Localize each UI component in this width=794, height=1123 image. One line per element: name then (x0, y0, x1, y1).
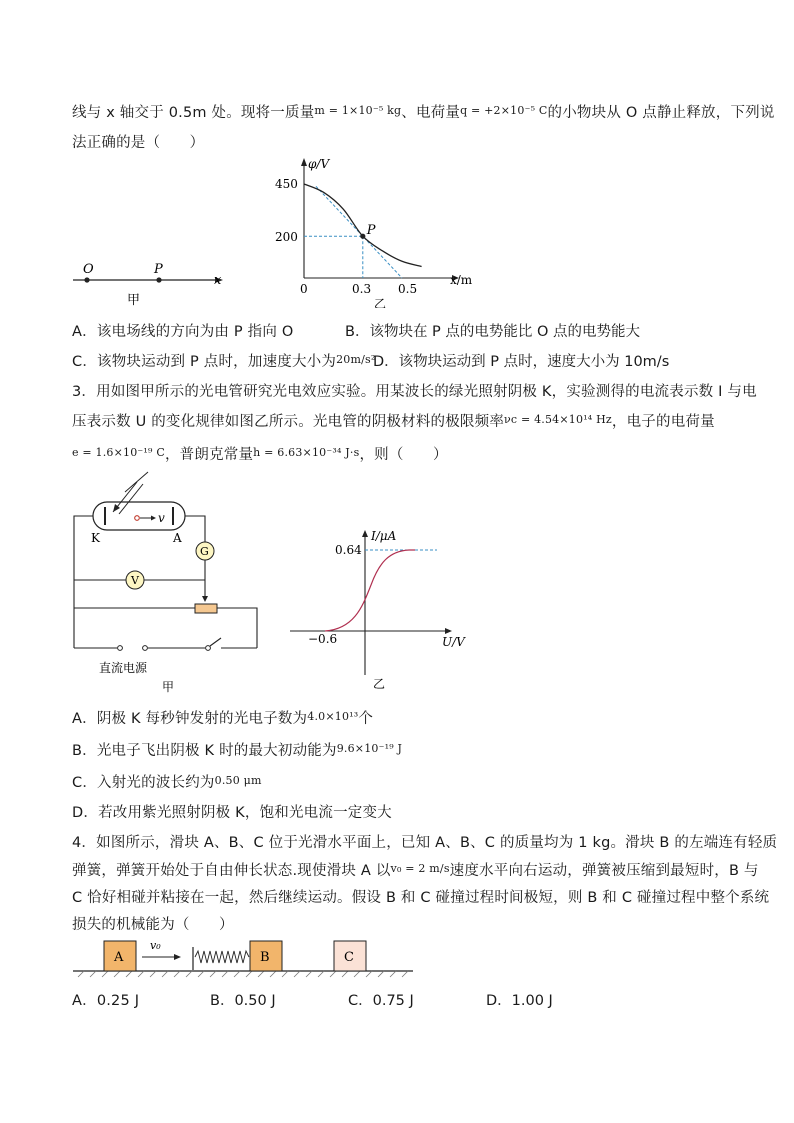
q3-stem-line3 (72, 443, 448, 464)
q2-text: 线与 x 轴交于 0.5m 处。现将一质量 (72, 105, 315, 121)
electron (135, 516, 140, 521)
y-axis-label: φ/V (308, 157, 330, 171)
label-o: O (83, 262, 94, 277)
q2-option-c-value: 20m/s² (336, 353, 376, 366)
q4-option-a[interactable]: A．0.25 J (72, 993, 140, 1009)
figure-caption-jia: 甲 (127, 293, 141, 308)
y-tick-450: 450 (275, 177, 298, 191)
q4-text: 速度水平向右运动，弹簧被压缩到最短时，B 与 (449, 863, 759, 879)
x-tick-0.3: 0.3 (352, 282, 372, 296)
switch-icon (206, 646, 211, 651)
rheostat (195, 604, 217, 613)
q4-option-d[interactable]: D．1.00 J (486, 993, 553, 1009)
u-axis-label: U/V (442, 635, 465, 649)
q2-figure-jia (65, 258, 245, 308)
phi-x-chart (270, 148, 510, 308)
q3-e: e = 1.6×10⁻¹⁹ C (72, 446, 165, 459)
q4-blocks-diagram (70, 936, 420, 984)
i-axis-label: I/μA (371, 529, 397, 543)
q3-option-c[interactable] (72, 771, 262, 792)
iu-curve (325, 550, 415, 631)
q2-option-a[interactable]: A．该电场线的方向为由 P 指向 O (72, 324, 294, 340)
q3-option-a-unit: 个 (358, 711, 374, 727)
q3-option-b-text: B．光电子飞出阴极 K 时的最大初动能为 (72, 743, 337, 759)
q3-option-d[interactable]: D．若改用紫光照射阴极 K，饱和光电流一定变大 (72, 805, 392, 821)
q3-option-b[interactable] (72, 739, 402, 760)
x-tick-0: 0 (300, 282, 308, 296)
ground-hatching (78, 971, 408, 977)
q4-v0: v₀ = 2 m/s (390, 862, 450, 875)
q3-text: ，则（ ） (359, 447, 448, 463)
voltmeter-label: V (131, 574, 139, 587)
light-beam-icon (113, 472, 148, 514)
label-p: P (154, 262, 163, 277)
point-p (156, 277, 161, 282)
v0-label: v₀ (150, 939, 161, 952)
q2-stem-line2: 法正确的是（ ） (72, 135, 205, 151)
q4-stem-line4: 损失的机械能为（ ） (72, 917, 234, 933)
figure-caption-yi: 乙 (373, 677, 386, 691)
x-axis-label: x/m (450, 273, 473, 287)
stopping-voltage-label: −0.6 (308, 632, 338, 646)
q3-option-a-value: 4.0×10¹³ (307, 710, 359, 723)
q2-text: 的小物块从 O 点静止释放，下列说 (547, 105, 775, 121)
velocity-label: v (158, 511, 165, 525)
point-o (84, 277, 89, 282)
x-tick-0.5: 0.5 (398, 282, 418, 296)
q3-option-a-text: A．阴极 K 每秒钟发射的光电子数为 (72, 711, 308, 727)
figure-caption-jia: 甲 (162, 680, 175, 694)
figure-caption-yi: 乙 (374, 297, 387, 308)
block-a-label: A (114, 950, 124, 965)
q4-text: 弹簧，弹簧开始处于自由伸长状态.现使滑块 A 以 (72, 863, 391, 879)
q2-option-c-text: C．该物块运动到 P 点时，加速度大小为 (72, 354, 337, 370)
q2-option-d[interactable]: D．该物块运动到 P 点时，速度大小为 10m/s (373, 354, 670, 370)
y-tick-200: 200 (275, 230, 298, 244)
q3-option-c-text: C．入射光的波长约为 (72, 775, 215, 791)
q3-option-a[interactable] (72, 707, 373, 728)
q4-stem-line2 (72, 859, 759, 880)
cathode-label: K (91, 531, 100, 545)
dc-source-label: 直流电源 (99, 661, 148, 675)
q3-option-b-value: 9.6×10⁻¹⁹ J (336, 742, 403, 755)
label-x: x (214, 273, 222, 288)
q2-option-b[interactable]: B．该物块在 P 点的电势能比 O 点的电势能大 (345, 324, 641, 340)
q3-option-c-value: 0.50 μm (214, 774, 262, 787)
block-c-label: C (344, 950, 354, 965)
q4-stem-line3: C 恰好相碰并粘接在一起，然后继续运动。假设 B 和 C 碰撞过程时间极短，则 B 和 C 碰撞过程中整个系统 (72, 890, 770, 906)
q2-stem-line1 (72, 101, 775, 122)
q2-text: 、电荷量 (401, 105, 461, 121)
q3-h: h = 6.63×10⁻³⁴ J·s (253, 446, 360, 459)
saturation-current-label: 0.64 (335, 543, 362, 557)
q2-mass: m = 1×10⁻⁵ kg (314, 104, 402, 117)
q3-nu: νc = 4.54×10¹⁴ Hz (504, 413, 612, 426)
q3-stem-line2 (72, 410, 715, 431)
q2-charge: q = +2×10⁻⁵ C (460, 104, 548, 117)
anode-label: A (173, 531, 182, 545)
block-b-label: B (260, 950, 270, 965)
q4-option-c[interactable]: C．0.75 J (348, 993, 414, 1009)
point-p-label: P (366, 223, 376, 239)
q2-option-c[interactable] (72, 350, 375, 371)
q4-stem-line1: 4．如图所示，滑块 A、B、C 位于光滑水平面上，已知 A、B、C 的质量均为 1 kg。滑块 B 的左端连有轻质 (72, 835, 778, 851)
q3-iu-graph (285, 525, 485, 695)
spring (195, 951, 249, 963)
q4-option-b[interactable]: B．0.50 J (210, 993, 276, 1009)
q3-text: ，电子的电荷量 (611, 414, 715, 430)
galvanometer-label: G (200, 545, 209, 558)
q3-circuit-diagram (65, 470, 270, 695)
q3-text: ，普朗克常量 (164, 447, 254, 463)
q3-stem-line1: 3．用如图甲所示的光电管研究光电效应实验。用某波长的绿光照射阴极 K，实验测得的电流表示数 I 与电 (72, 384, 757, 400)
point-p-marker (360, 234, 365, 239)
arrow-right-icon (174, 954, 181, 960)
q3-text: 压表示数 U 的变化规律如图乙所示。光电管的阴极材料的极限频率 (72, 414, 505, 430)
